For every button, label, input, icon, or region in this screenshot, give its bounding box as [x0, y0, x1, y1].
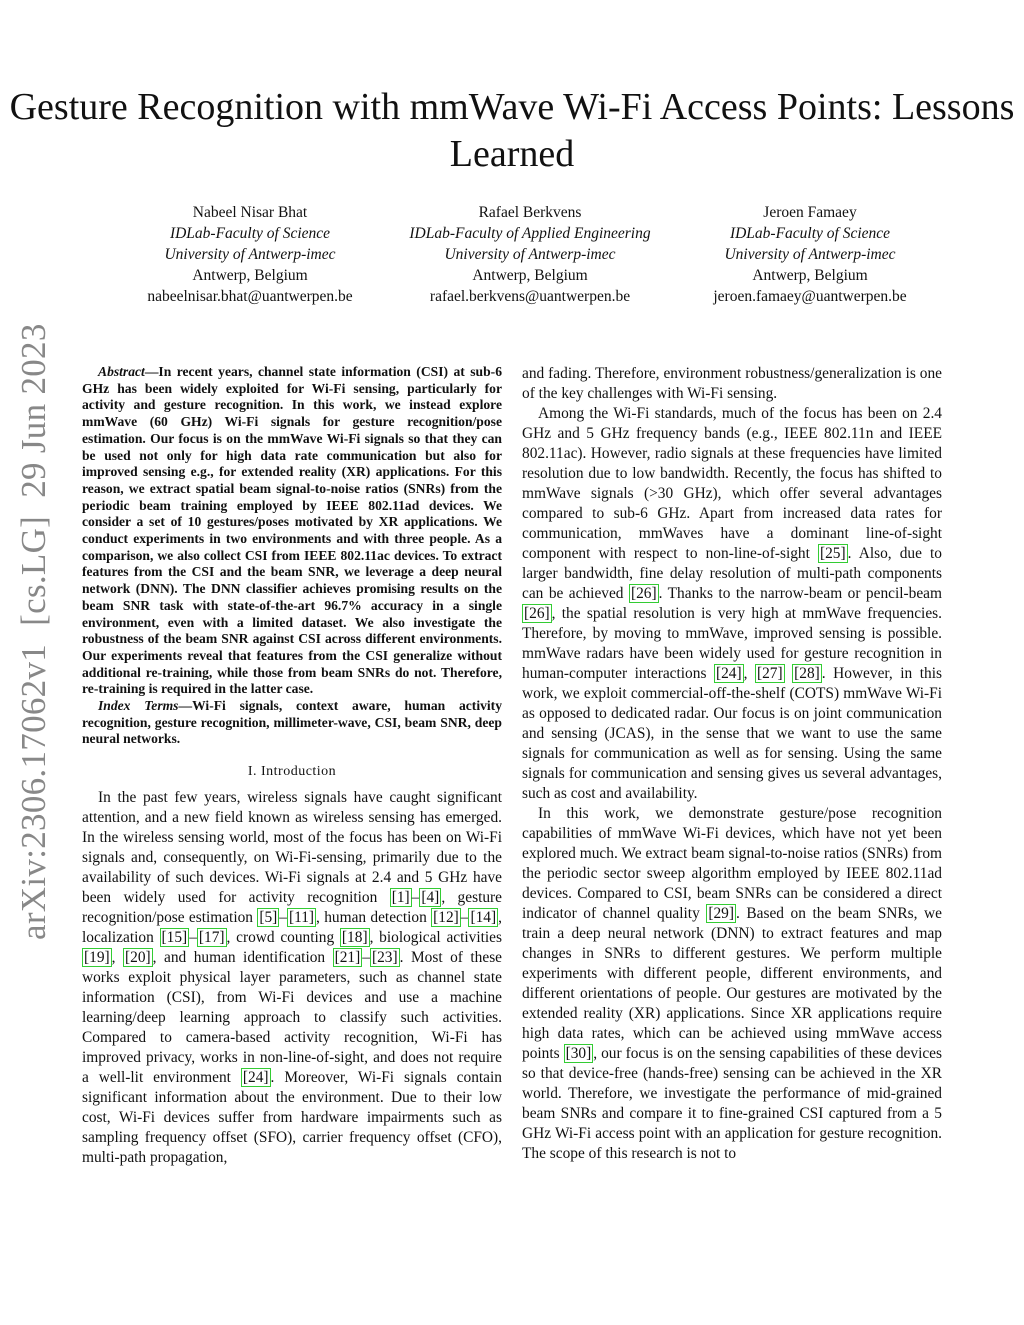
section-heading: I. Introduction	[247, 764, 337, 780]
citation-link[interactable]: [29]	[708, 905, 734, 922]
author-1	[110, 202, 390, 307]
author-university: University of Antwerp-imec	[164, 246, 336, 263]
author-2	[390, 202, 670, 307]
citation-link[interactable]: [25]	[819, 545, 846, 562]
author-university: University of Antwerp-imec	[444, 246, 616, 263]
paper-title: Gesture Recognition with mmWave Wi-Fi Access Points: Lessons Learned	[9, 86, 1015, 175]
abstract	[82, 364, 502, 698]
citation-link[interactable]: [15]	[161, 929, 188, 947]
citation-link[interactable]: [17]	[198, 929, 225, 947]
citation-link[interactable]: [26]	[630, 585, 657, 602]
author-university: University of Antwerp-imec	[724, 246, 896, 263]
citation-link[interactable]: [30]	[565, 1045, 592, 1062]
author-email[interactable]: rafael.berkvens@uantwerpen.be	[429, 288, 631, 305]
body-paragraph: and fading. Therefore, environment robustness/generalization is one of the key challenges with Wi-Fi sensing.	[522, 365, 942, 402]
author-name: Nabeel Nisar Bhat	[192, 204, 308, 221]
citation-link[interactable]: [24]	[242, 1069, 269, 1087]
citation-link[interactable]: [27]	[756, 665, 783, 682]
citation-link[interactable]: [24]	[715, 665, 742, 682]
citation-link[interactable]: [21]	[334, 949, 361, 967]
index-terms-label: Index Terms	[98, 698, 179, 714]
citation-link[interactable]: [4]	[421, 889, 440, 907]
right-column	[522, 364, 942, 1164]
author-location: Antwerp, Belgium	[192, 267, 308, 284]
body-paragraph: In the past few years, wireless signals have caught significant attention, and a new field known as wireless sensing has emerged. In the wireless sensing world, most of the focus has been on Wi-Fi signals and, consequently, on Wi-Fi-sensing, primarily due to the availability of such devices. Wi-Fi signals at 2.4 and 5 GHz have been widely used for activity recognition [1] – [4] , gesture recognition/pose estimation [5] – [11] , human detection [12] – [14] , localization [15] – [17] , crowd counting [18] , biological activities [19] , [20] , and human identification [21] – [23] . Most of these works exploit physical layer parameters, such as channel state information (CSI), from Wi-Fi devices and use a machine learning/deep learning approach to classify such activities. Compared to camera-based activity recognition, Wi-Fi has improved privacy, works in non-line-of-sight, and does not require a well-lit environment [24] . Moreover, Wi-Fi signals contain significant information about the environment. Due to their low cost, Wi-Fi devices suffer from hardware impairments such as sampling frequency offset (SFO), carrier frequency offset (CFO), multi-path propagation,	[82, 789, 503, 1167]
abstract-label: Abstract	[98, 364, 145, 379]
author-3	[670, 202, 950, 307]
author-email[interactable]: jeroen.famaey@uantwerpen.be	[713, 288, 907, 305]
author-name: Jeroen Famaey	[763, 204, 857, 221]
author-location: Antwerp, Belgium	[752, 267, 868, 284]
citation-link[interactable]: [18]	[341, 929, 368, 947]
arxiv-identifier: arXiv:2306.17062v1 [cs.LG] 29 Jun 2023	[14, 323, 53, 940]
citation-link[interactable]: [12]	[433, 909, 459, 927]
citation-link[interactable]: [23]	[371, 949, 398, 967]
abstract-text: —In recent years, channel state information (CSI) at sub-6 GHz has been widely exploited for Wi-Fi sensing, particularly for activity and gesture recognition. In this work, we instead explore mmWave (60 GHz) Wi-Fi signals for gesture recognition/pose estimation. Our focus is on the mmWave Wi-Fi signals so that they can be used not only for high data rate communication but also for improved sensing e.g., for extended reality (XR) applications. For this reason, we extract spatial beam signal-to-noise ratios (SNRs) from the periodic beam training employed by IEEE 802.11ad devices. We consider a set of 10 gestures/poses motivated by XR applications. We conduct experiments in two environments and with three people. As a comparison, we also collect CSI from IEEE 802.11ac devices. To extract features from the CSI and the beam SNR, we leverage a deep neural network (DNN). The DNN classifier achieves promising results on the beam SNR task with state-of-the-art 96.7% accuracy in a single environment, even with a limited dataset. We also investigate the robustness of the beam SNR against CSI across different environments. Our experiments reveal that features from the CSI generalize without additional re-training, while those from beam SNRs do not. Therefore, re-training is required in the latter case.	[82, 364, 502, 697]
citation-link[interactable]: [20]	[125, 949, 151, 967]
author-department: IDLab-Faculty of Applied Engineering	[409, 225, 651, 242]
author-location: Antwerp, Belgium	[472, 267, 588, 284]
left-column	[82, 364, 502, 1168]
body-paragraph: Among the Wi-Fi standards, much of the focus has been on 2.4 GHz and 5 GHz frequency bands (e.g., IEEE 802.11n and IEEE 802.11ac). However, radio signals at these frequencies have limited resolution due to low bandwidth. Recently, the focus has shifted to mmWave signals (>30 GHz), which offer several advantages compared to sub-6 GHz. Apart from increased data rates for communication, mmWaves have a dominant line-of-sight component with respect to non-line-of-sight [25] . Also, due to larger bandwidth, fine delay resolution of multi-path components can be achieved [26] . Thanks to the narrow-beam or pencil-beam [26] , the spatial resolution is very high at mmWave frequencies. Therefore, by moving to mmWave, improved sensing is possible. mmWave radars have been widely used for gesture recognition in human-computer interactions [24] , [27] [28] . However, in this work, we exploit commercial-off-the-shelf (COTS) mmWave Wi-Fi as opposed to dedicated radar. Our focus is on joint communication and sensing (JCAS), in the sense that we want to use the same signals for communication as well as for sensing. Using the same signals for communication and sensing gives us several advantages, such as cost and availability.	[522, 405, 942, 802]
author-block	[110, 202, 950, 307]
citation-link[interactable]: [28]	[794, 665, 820, 682]
author-department: IDLab-Faculty of Science	[729, 225, 891, 242]
citation-link[interactable]: [26]	[524, 605, 550, 622]
body-paragraph: In this work, we demonstrate gesture/pose recognition capabilities of mmWave Wi-Fi devices, which have not yet been explored much. We extract beam signal-to-noise ratios (SNRs) from the periodic sector sweep algorithm employed by IEEE 802.11ad devices. Compared to CSI, beam SNRs can be considered a direct indicator of channel quality [29] . Based on the beam SNRs, we train a deep neural network (DNN) to extract features and map changes in SNRs to different gestures. We perform multiple experiments with different people, different environments, and different orientations of people. Our gestures are motivated by the extended reality (XR) applications. Since XR applications require high data rates, which can be achieved using mmWave access points [30] , our focus is on the sensing capabilities of these devices so that device-free (hands-free) sensing can be achieved in the XR world. Therefore, we investigate the performance of mid-grained beam SNRs and compare it to fine-grained CSI captured from a 5 GHz Wi-Fi access point with an application for gesture recognition. The scope of this research is not to	[522, 805, 942, 1162]
author-department: IDLab-Faculty of Science	[169, 225, 331, 242]
citation-link[interactable]: [5]	[259, 909, 278, 927]
citation-link[interactable]: [14]	[470, 909, 497, 927]
index-terms-text: —Wi-Fi signals, context aware, human activity recognition, gesture recognition, millimeter-wave, CSI, beam SNR, deep neural networks.	[82, 698, 502, 747]
author-email[interactable]: nabeelnisar.bhat@uantwerpen.be	[147, 288, 353, 305]
citation-link[interactable]: [1]	[391, 889, 410, 907]
author-name: Rafael Berkvens	[478, 204, 582, 221]
citation-link[interactable]: [11]	[288, 909, 315, 927]
citation-link[interactable]: [19]	[84, 949, 110, 967]
index-terms	[82, 698, 502, 748]
